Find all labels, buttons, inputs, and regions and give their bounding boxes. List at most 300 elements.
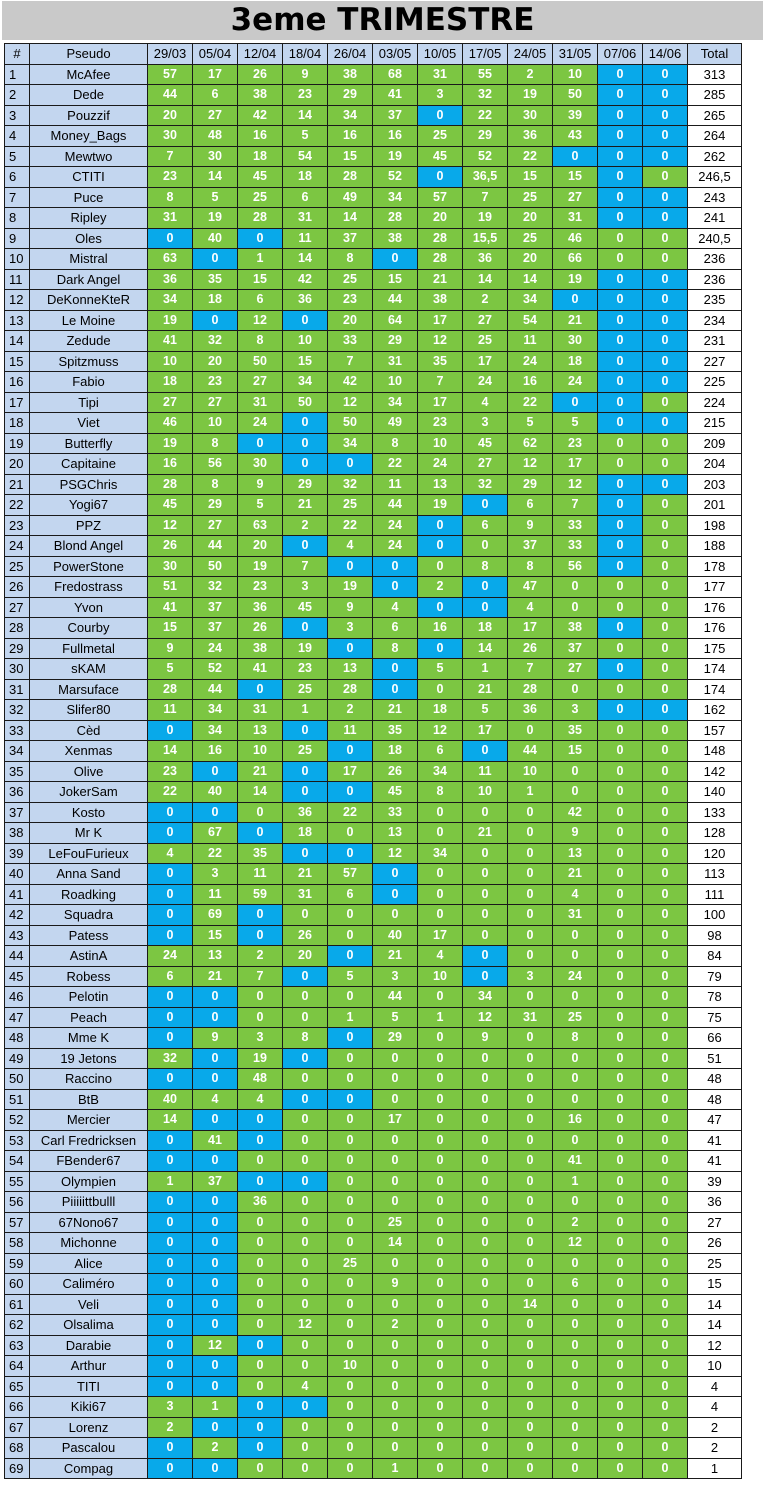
score-cell: 18 bbox=[373, 741, 418, 762]
score-cell: 0 bbox=[283, 618, 328, 639]
total-cell: 4 bbox=[688, 1376, 742, 1397]
rank-cell: 57 bbox=[5, 1212, 30, 1233]
score-cell: 0 bbox=[283, 433, 328, 454]
score-cell: 0 bbox=[598, 946, 643, 967]
score-cell: 0 bbox=[598, 823, 643, 844]
score-cell: 18 bbox=[283, 823, 328, 844]
rank-cell: 18 bbox=[5, 413, 30, 434]
score-cell: 19 bbox=[148, 310, 193, 331]
score-cell: 0 bbox=[148, 864, 193, 885]
score-cell: 0 bbox=[553, 679, 598, 700]
score-cell: 0 bbox=[643, 146, 688, 167]
pseudo-cell: Mme K bbox=[30, 1028, 148, 1049]
score-cell: 31 bbox=[238, 392, 283, 413]
score-cell: 0 bbox=[598, 1089, 643, 1110]
score-cell: 18 bbox=[148, 372, 193, 393]
score-cell: 44 bbox=[193, 536, 238, 557]
score-cell: 24 bbox=[553, 372, 598, 393]
score-cell: 0 bbox=[328, 1151, 373, 1172]
rank-cell: 47 bbox=[5, 1007, 30, 1028]
total-cell: 75 bbox=[688, 1007, 742, 1028]
score-cell: 0 bbox=[643, 208, 688, 229]
score-cell: 0 bbox=[643, 659, 688, 680]
score-cell: 0 bbox=[598, 1417, 643, 1438]
score-cell: 0 bbox=[148, 925, 193, 946]
score-cell: 0 bbox=[598, 679, 643, 700]
pseudo-cell: Viet bbox=[30, 413, 148, 434]
score-cell: 45 bbox=[418, 146, 463, 167]
score-cell: 19 bbox=[238, 556, 283, 577]
score-cell: 54 bbox=[283, 146, 328, 167]
score-cell: 30 bbox=[238, 454, 283, 475]
score-cell: 8 bbox=[463, 556, 508, 577]
score-cell: 36 bbox=[463, 249, 508, 270]
pseudo-cell: McAfee bbox=[30, 64, 148, 85]
score-cell: 0 bbox=[418, 1028, 463, 1049]
total-cell: 285 bbox=[688, 85, 742, 106]
table-row bbox=[5, 577, 742, 598]
score-cell: 0 bbox=[643, 372, 688, 393]
score-cell: 2 bbox=[193, 1438, 238, 1459]
score-cell: 0 bbox=[643, 310, 688, 331]
score-cell: 28 bbox=[148, 679, 193, 700]
rank-cell: 12 bbox=[5, 290, 30, 311]
score-cell: 0 bbox=[373, 1171, 418, 1192]
score-cell: 55 bbox=[463, 64, 508, 85]
score-cell: 0 bbox=[643, 1171, 688, 1192]
score-cell: 24 bbox=[193, 638, 238, 659]
score-cell: 0 bbox=[643, 433, 688, 454]
table-row bbox=[5, 208, 742, 229]
score-cell: 25 bbox=[283, 741, 328, 762]
score-cell: 10 bbox=[148, 351, 193, 372]
score-cell: 15 bbox=[238, 269, 283, 290]
table-row bbox=[5, 64, 742, 85]
score-cell: 0 bbox=[148, 1458, 193, 1479]
score-cell: 15 bbox=[328, 146, 373, 167]
score-cell: 0 bbox=[508, 1397, 553, 1418]
score-cell: 0 bbox=[508, 1110, 553, 1131]
score-cell: 3 bbox=[148, 1397, 193, 1418]
table-row bbox=[5, 843, 742, 864]
score-cell: 0 bbox=[598, 1438, 643, 1459]
score-cell: 0 bbox=[283, 1253, 328, 1274]
score-cell: 0 bbox=[463, 741, 508, 762]
score-cell: 0 bbox=[238, 679, 283, 700]
score-cell: 25 bbox=[328, 1253, 373, 1274]
score-cell: 0 bbox=[463, 1171, 508, 1192]
score-cell: 19 bbox=[508, 85, 553, 106]
score-cell: 49 bbox=[328, 187, 373, 208]
score-cell: 0 bbox=[463, 1192, 508, 1213]
score-cell: 11 bbox=[373, 474, 418, 495]
rank-cell: 53 bbox=[5, 1130, 30, 1151]
score-cell: 38 bbox=[418, 290, 463, 311]
score-cell: 15 bbox=[193, 925, 238, 946]
score-cell: 6 bbox=[418, 741, 463, 762]
score-cell: 10 bbox=[238, 741, 283, 762]
total-cell: 26 bbox=[688, 1233, 742, 1254]
score-cell: 0 bbox=[643, 618, 688, 639]
table-row bbox=[5, 1007, 742, 1028]
score-cell: 33 bbox=[328, 331, 373, 352]
pseudo-cell: Yogi67 bbox=[30, 495, 148, 516]
score-cell: 52 bbox=[373, 167, 418, 188]
table-row bbox=[5, 126, 742, 147]
score-cell: 18 bbox=[463, 618, 508, 639]
score-cell: 12 bbox=[418, 720, 463, 741]
score-cell: 0 bbox=[148, 1151, 193, 1172]
score-cell: 45 bbox=[283, 597, 328, 618]
pseudo-cell: Olive bbox=[30, 761, 148, 782]
table-row bbox=[5, 1417, 742, 1438]
pseudo-cell: Fredostrass bbox=[30, 577, 148, 598]
score-cell: 20 bbox=[193, 351, 238, 372]
score-cell: 29 bbox=[373, 331, 418, 352]
score-cell: 31 bbox=[148, 208, 193, 229]
score-cell: 0 bbox=[553, 597, 598, 618]
table-row bbox=[5, 1151, 742, 1172]
pseudo-cell: Capitaine bbox=[30, 454, 148, 475]
score-cell: 0 bbox=[238, 1151, 283, 1172]
score-cell: 0 bbox=[238, 1356, 283, 1377]
score-cell: 0 bbox=[643, 454, 688, 475]
score-cell: 0 bbox=[328, 1212, 373, 1233]
score-cell: 19 bbox=[373, 146, 418, 167]
score-cell: 26 bbox=[238, 618, 283, 639]
score-cell: 4 bbox=[373, 597, 418, 618]
score-cell: 24 bbox=[373, 536, 418, 557]
score-cell: 26 bbox=[148, 536, 193, 557]
rank-cell: 40 bbox=[5, 864, 30, 885]
total-cell: 178 bbox=[688, 556, 742, 577]
score-cell: 14 bbox=[463, 638, 508, 659]
score-cell: 0 bbox=[418, 1171, 463, 1192]
score-cell: 23 bbox=[148, 761, 193, 782]
score-cell: 0 bbox=[508, 884, 553, 905]
score-cell: 0 bbox=[283, 1417, 328, 1438]
score-cell: 0 bbox=[283, 1397, 328, 1418]
score-cell: 0 bbox=[238, 1110, 283, 1131]
score-cell: 0 bbox=[193, 1151, 238, 1172]
score-cell: 0 bbox=[283, 536, 328, 557]
score-cell: 0 bbox=[643, 1151, 688, 1172]
total-cell: 246,5 bbox=[688, 167, 742, 188]
total-cell: 174 bbox=[688, 679, 742, 700]
rank-cell: 2 bbox=[5, 85, 30, 106]
score-cell: 23 bbox=[283, 85, 328, 106]
score-cell: 0 bbox=[508, 1438, 553, 1459]
score-cell: 0 bbox=[643, 905, 688, 926]
table-row bbox=[5, 638, 742, 659]
score-cell: 20 bbox=[328, 310, 373, 331]
score-cell: 0 bbox=[598, 454, 643, 475]
score-cell: 0 bbox=[643, 351, 688, 372]
total-cell: 79 bbox=[688, 966, 742, 987]
total-cell: 10 bbox=[688, 1356, 742, 1377]
pseudo-cell: FBender67 bbox=[30, 1151, 148, 1172]
score-cell: 14 bbox=[193, 167, 238, 188]
score-cell: 17 bbox=[328, 761, 373, 782]
score-cell: 0 bbox=[418, 1274, 463, 1295]
score-cell: 56 bbox=[193, 454, 238, 475]
score-cell: 0 bbox=[148, 1192, 193, 1213]
total-cell: 84 bbox=[688, 946, 742, 967]
score-cell: 0 bbox=[193, 1376, 238, 1397]
rank-cell: 24 bbox=[5, 536, 30, 557]
score-cell: 0 bbox=[328, 1110, 373, 1131]
score-cell: 41 bbox=[373, 85, 418, 106]
total-cell: 176 bbox=[688, 597, 742, 618]
score-cell: 0 bbox=[508, 1253, 553, 1274]
score-cell: 0 bbox=[148, 1315, 193, 1336]
score-cell: 4 bbox=[418, 946, 463, 967]
score-cell: 54 bbox=[508, 310, 553, 331]
score-cell: 0 bbox=[553, 1397, 598, 1418]
score-cell: 0 bbox=[238, 1417, 283, 1438]
score-cell: 0 bbox=[643, 700, 688, 721]
total-cell: 51 bbox=[688, 1048, 742, 1069]
column-header: 05/04 bbox=[193, 44, 238, 65]
score-cell: 0 bbox=[643, 1417, 688, 1438]
score-cell: 0 bbox=[193, 802, 238, 823]
table-row bbox=[5, 495, 742, 516]
score-cell: 0 bbox=[553, 1356, 598, 1377]
score-cell: 27 bbox=[463, 454, 508, 475]
score-cell: 28 bbox=[238, 208, 283, 229]
rank-cell: 58 bbox=[5, 1233, 30, 1254]
table-row bbox=[5, 372, 742, 393]
score-cell: 18 bbox=[418, 700, 463, 721]
score-cell: 63 bbox=[238, 515, 283, 536]
pseudo-cell: Caliméro bbox=[30, 1274, 148, 1295]
score-cell: 39 bbox=[553, 105, 598, 126]
total-cell: 78 bbox=[688, 987, 742, 1008]
score-cell: 29 bbox=[283, 474, 328, 495]
table-row bbox=[5, 597, 742, 618]
score-cell: 46 bbox=[553, 228, 598, 249]
score-cell: 41 bbox=[193, 1130, 238, 1151]
score-cell: 30 bbox=[148, 556, 193, 577]
total-cell: 148 bbox=[688, 741, 742, 762]
score-cell: 19 bbox=[148, 433, 193, 454]
score-cell: 0 bbox=[238, 1233, 283, 1254]
score-cell: 9 bbox=[463, 1028, 508, 1049]
table-row bbox=[5, 413, 742, 434]
score-cell: 0 bbox=[598, 618, 643, 639]
score-cell: 4 bbox=[553, 884, 598, 905]
column-header: 31/05 bbox=[553, 44, 598, 65]
score-cell: 0 bbox=[508, 905, 553, 926]
total-cell: 39 bbox=[688, 1171, 742, 1192]
score-cell: 0 bbox=[598, 228, 643, 249]
score-cell: 0 bbox=[598, 187, 643, 208]
score-cell: 0 bbox=[418, 1294, 463, 1315]
score-cell: 0 bbox=[283, 1192, 328, 1213]
score-cell: 0 bbox=[643, 1335, 688, 1356]
score-cell: 40 bbox=[373, 925, 418, 946]
score-cell: 1 bbox=[283, 700, 328, 721]
score-cell: 0 bbox=[598, 864, 643, 885]
score-cell: 18 bbox=[283, 167, 328, 188]
score-cell: 11 bbox=[238, 864, 283, 885]
pseudo-cell: Pelotin bbox=[30, 987, 148, 1008]
score-cell: 7 bbox=[418, 372, 463, 393]
score-cell: 50 bbox=[553, 85, 598, 106]
score-cell: 5 bbox=[283, 126, 328, 147]
score-cell: 44 bbox=[148, 85, 193, 106]
score-cell: 0 bbox=[553, 761, 598, 782]
score-cell: 0 bbox=[643, 1458, 688, 1479]
score-cell: 0 bbox=[643, 1130, 688, 1151]
score-cell: 0 bbox=[418, 679, 463, 700]
score-cell: 0 bbox=[598, 474, 643, 495]
score-cell: 0 bbox=[283, 782, 328, 803]
score-cell: 0 bbox=[508, 1315, 553, 1336]
score-cell: 0 bbox=[193, 1069, 238, 1090]
rank-cell: 27 bbox=[5, 597, 30, 618]
score-cell: 0 bbox=[553, 1089, 598, 1110]
table-row bbox=[5, 741, 742, 762]
score-cell: 0 bbox=[643, 392, 688, 413]
table-row bbox=[5, 946, 742, 967]
score-cell: 9 bbox=[373, 1274, 418, 1295]
pseudo-cell: Marsuface bbox=[30, 679, 148, 700]
table-row bbox=[5, 1274, 742, 1295]
table-row bbox=[5, 1253, 742, 1274]
page-title: 3eme TRIMESTRE bbox=[2, 1, 763, 40]
table-row bbox=[5, 864, 742, 885]
score-cell: 38 bbox=[328, 64, 373, 85]
column-header: 07/06 bbox=[598, 44, 643, 65]
score-cell: 0 bbox=[643, 85, 688, 106]
total-cell: 48 bbox=[688, 1069, 742, 1090]
score-cell: 0 bbox=[598, 1151, 643, 1172]
score-cell: 47 bbox=[508, 577, 553, 598]
total-cell: 120 bbox=[688, 843, 742, 864]
score-cell: 42 bbox=[238, 105, 283, 126]
score-cell: 0 bbox=[193, 1356, 238, 1377]
score-cell: 28 bbox=[418, 228, 463, 249]
table-row bbox=[5, 905, 742, 926]
score-cell: 0 bbox=[463, 1356, 508, 1377]
score-cell: 24 bbox=[373, 515, 418, 536]
score-cell: 0 bbox=[643, 105, 688, 126]
rank-cell: 67 bbox=[5, 1417, 30, 1438]
score-cell: 0 bbox=[238, 1315, 283, 1336]
score-cell: 28 bbox=[373, 208, 418, 229]
total-cell: 111 bbox=[688, 884, 742, 905]
score-cell: 9 bbox=[193, 1028, 238, 1049]
score-cell: 14 bbox=[148, 1110, 193, 1131]
score-cell: 2 bbox=[328, 700, 373, 721]
score-cell: 2 bbox=[508, 64, 553, 85]
rank-cell: 60 bbox=[5, 1274, 30, 1295]
score-cell: 12 bbox=[283, 1315, 328, 1336]
score-cell: 3 bbox=[373, 966, 418, 987]
score-cell: 23 bbox=[418, 413, 463, 434]
score-cell: 0 bbox=[643, 1069, 688, 1090]
score-cell: 27 bbox=[193, 392, 238, 413]
score-cell: 0 bbox=[148, 228, 193, 249]
score-cell: 0 bbox=[598, 802, 643, 823]
score-cell: 0 bbox=[598, 495, 643, 516]
total-cell: 236 bbox=[688, 269, 742, 290]
score-cell: 9 bbox=[238, 474, 283, 495]
table-row bbox=[5, 1089, 742, 1110]
score-cell: 37 bbox=[193, 597, 238, 618]
pseudo-cell: JokerSam bbox=[30, 782, 148, 803]
score-cell: 0 bbox=[463, 802, 508, 823]
score-cell: 21 bbox=[463, 823, 508, 844]
score-cell: 31 bbox=[283, 208, 328, 229]
score-cell: 0 bbox=[553, 1130, 598, 1151]
score-cell: 6 bbox=[328, 884, 373, 905]
pseudo-cell: AstinA bbox=[30, 946, 148, 967]
score-cell: 16 bbox=[238, 126, 283, 147]
score-cell: 0 bbox=[373, 1376, 418, 1397]
score-cell: 2 bbox=[283, 515, 328, 536]
score-cell: 35 bbox=[193, 269, 238, 290]
score-cell: 21 bbox=[418, 269, 463, 290]
score-cell: 0 bbox=[598, 1356, 643, 1377]
pseudo-cell: Squadra bbox=[30, 905, 148, 926]
header-row bbox=[5, 44, 742, 65]
score-cell: 0 bbox=[373, 1438, 418, 1459]
score-cell: 19 bbox=[193, 208, 238, 229]
column-header: 26/04 bbox=[328, 44, 373, 65]
score-cell: 0 bbox=[328, 946, 373, 967]
table-row bbox=[5, 228, 742, 249]
score-cell: 0 bbox=[508, 1335, 553, 1356]
score-cell: 0 bbox=[418, 556, 463, 577]
score-cell: 57 bbox=[148, 64, 193, 85]
score-cell: 0 bbox=[598, 269, 643, 290]
score-cell: 0 bbox=[508, 720, 553, 741]
score-cell: 0 bbox=[283, 1171, 328, 1192]
score-cell: 0 bbox=[418, 884, 463, 905]
score-cell: 30 bbox=[508, 105, 553, 126]
total-cell: 113 bbox=[688, 864, 742, 885]
table-row bbox=[5, 249, 742, 270]
score-cell: 34 bbox=[463, 987, 508, 1008]
score-cell: 32 bbox=[148, 1048, 193, 1069]
score-cell: 12 bbox=[238, 310, 283, 331]
rank-cell: 59 bbox=[5, 1253, 30, 1274]
total-cell: 235 bbox=[688, 290, 742, 311]
score-cell: 28 bbox=[508, 679, 553, 700]
score-cell: 0 bbox=[553, 1417, 598, 1438]
column-header: 14/06 bbox=[643, 44, 688, 65]
total-cell: 227 bbox=[688, 351, 742, 372]
table-row bbox=[5, 1048, 742, 1069]
score-cell: 32 bbox=[193, 331, 238, 352]
score-cell: 0 bbox=[373, 577, 418, 598]
score-cell: 0 bbox=[598, 167, 643, 188]
table-row bbox=[5, 720, 742, 741]
score-cell: 31 bbox=[418, 64, 463, 85]
score-cell: 0 bbox=[373, 1356, 418, 1377]
score-cell: 0 bbox=[373, 1089, 418, 1110]
pseudo-cell: Pascalou bbox=[30, 1438, 148, 1459]
column-header: 29/03 bbox=[148, 44, 193, 65]
score-cell: 8 bbox=[553, 1028, 598, 1049]
rank-cell: 7 bbox=[5, 187, 30, 208]
score-cell: 0 bbox=[283, 1233, 328, 1254]
table-row bbox=[5, 392, 742, 413]
score-cell: 0 bbox=[373, 1192, 418, 1213]
score-cell: 22 bbox=[148, 782, 193, 803]
